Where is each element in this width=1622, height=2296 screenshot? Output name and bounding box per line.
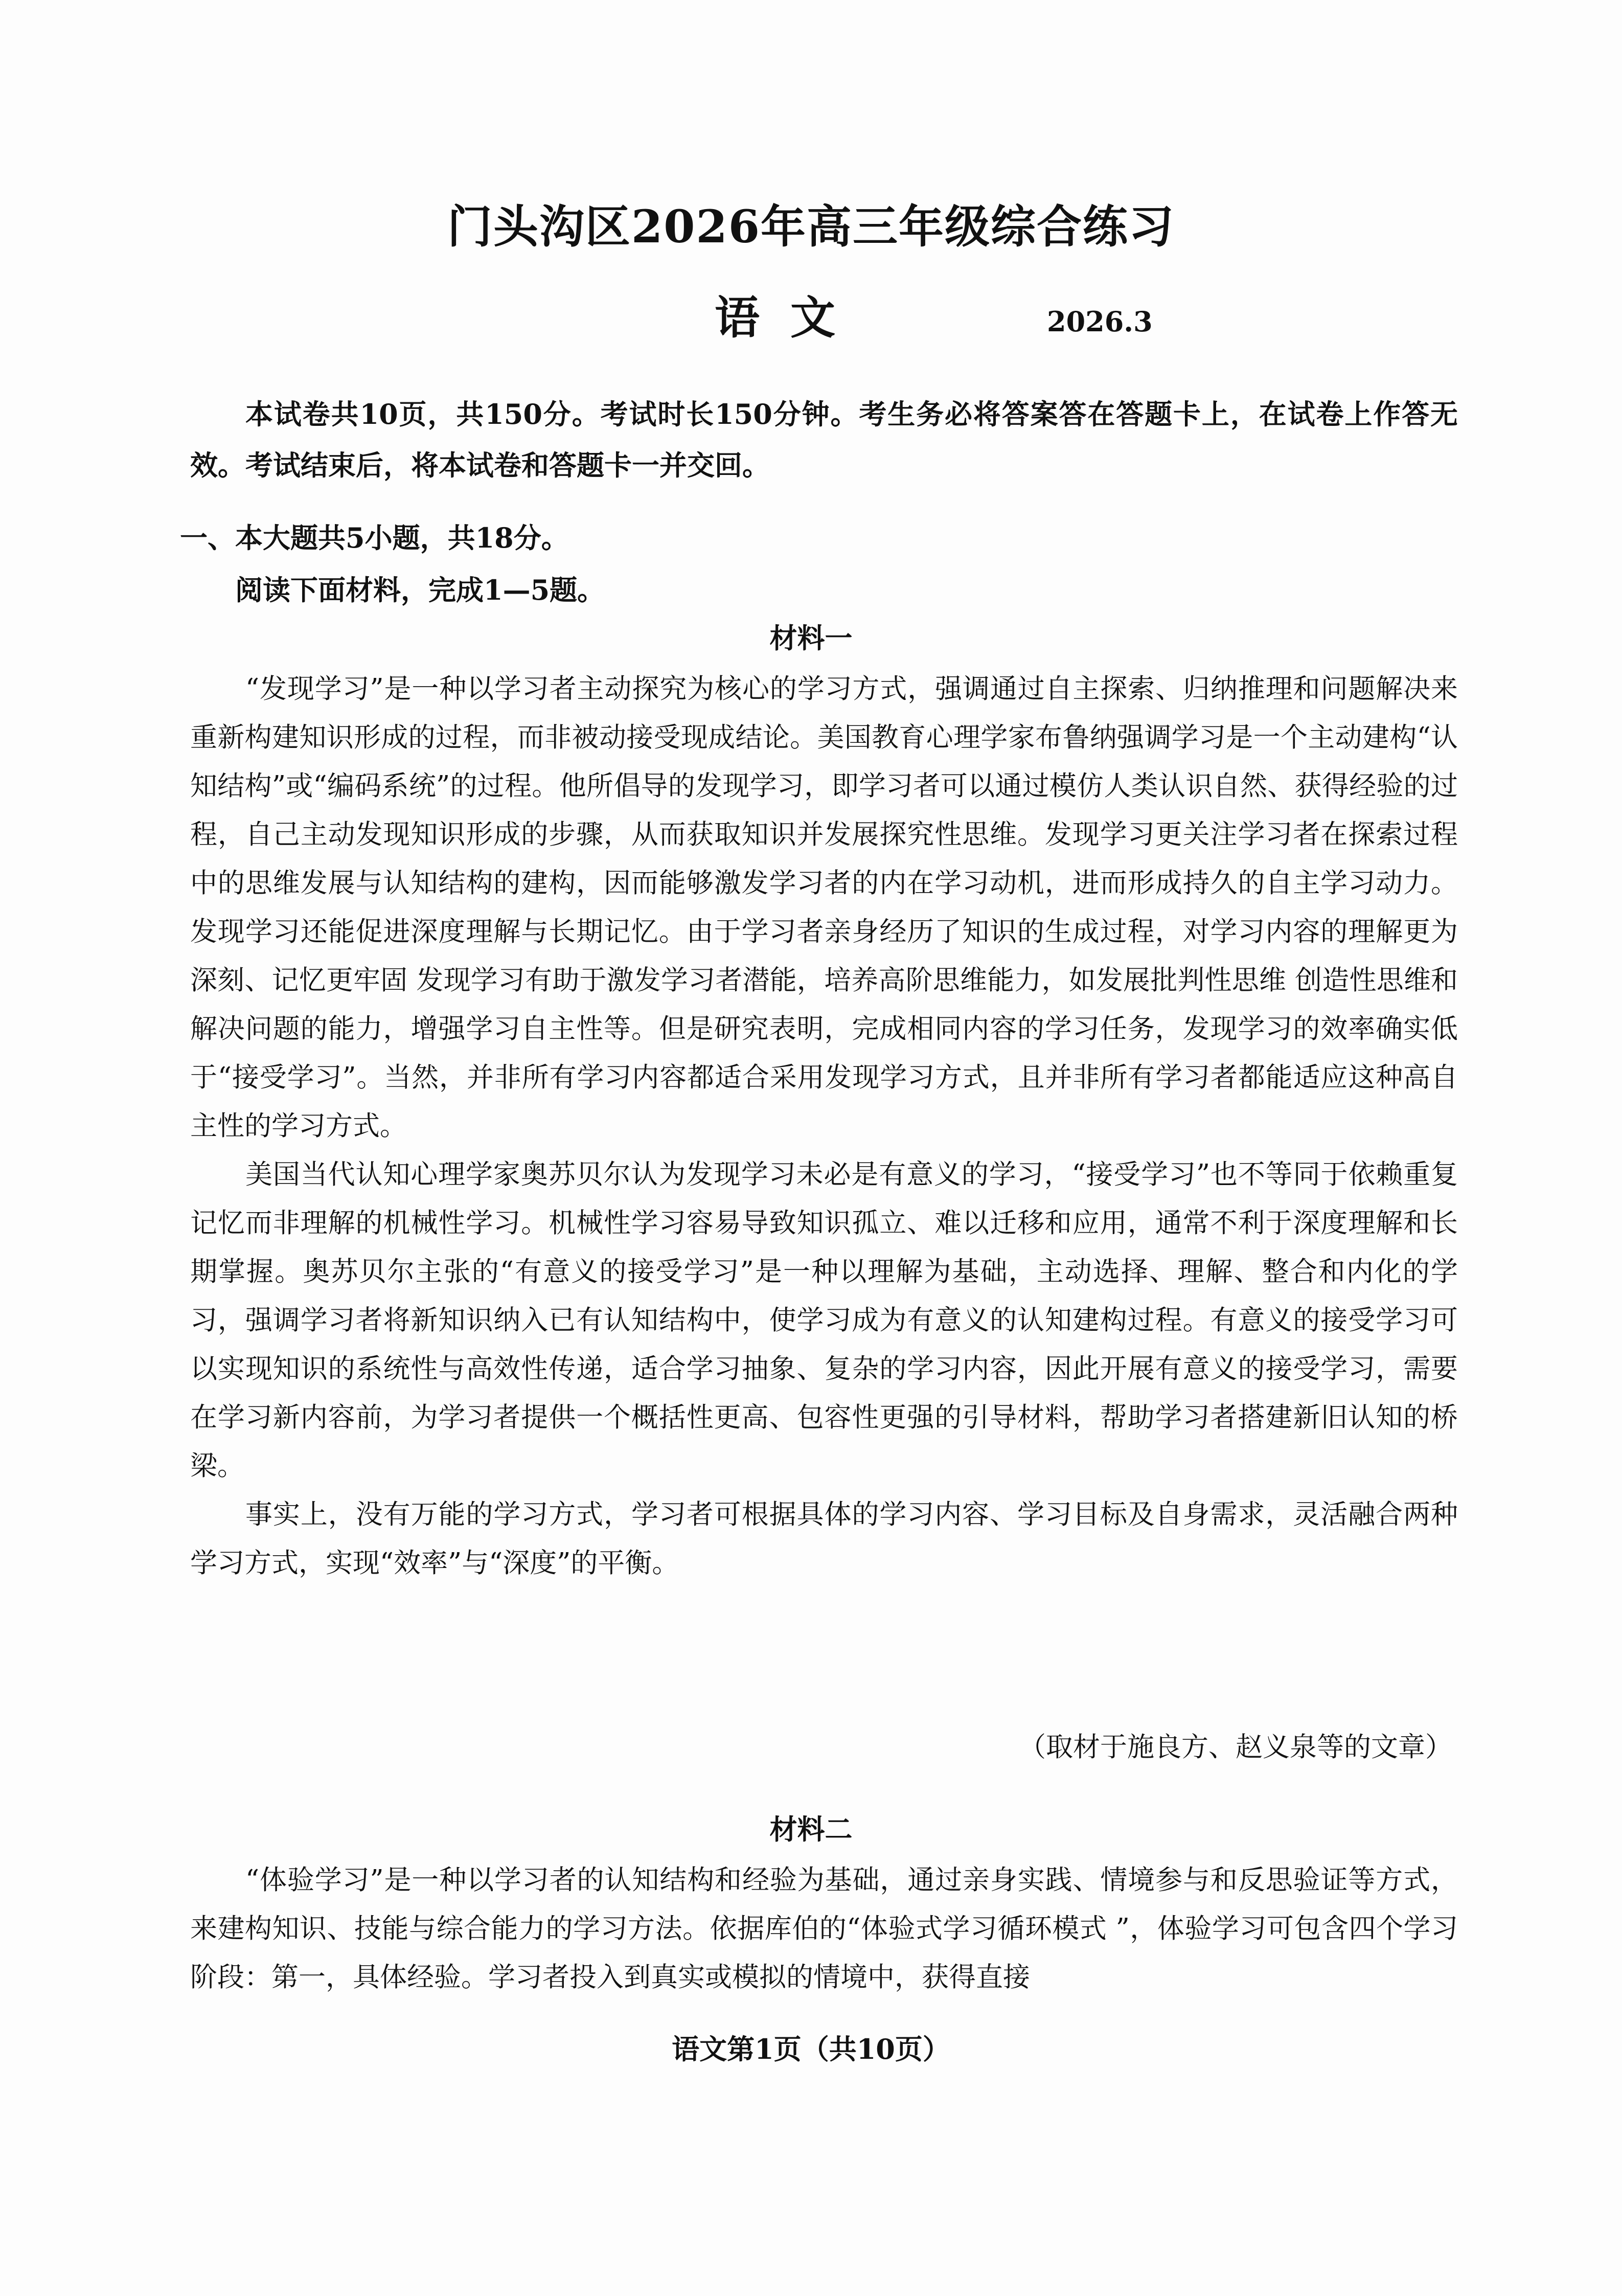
exam-title: 门头沟区2026年高三年级综合练习: [447, 200, 1175, 253]
exam-date: 2026.3: [1047, 305, 1153, 338]
subject-title: 语文: [715, 291, 866, 344]
material2-heading: 材料二: [769, 1813, 853, 1846]
exam-notice: 本试卷共10页，共150分。考试时长150分钟。考生务必将答案答在答题卡上，在试卷上作答无效。考试结束后，将本试卷和答题卡一并交回。: [190, 398, 1458, 482]
material1-paragraph-2: 美国当代认知心理学家奥苏贝尔认为发现学习未必是有意义的学习，“接受学习”也不等同于依赖重复记忆而非理解的机械性学习。机械性学习容易导致知识孤立、难以迁移和应用，通常不利于深度理解和长期掌握。奥苏贝尔主张的“有意义的接受学习”是一种以理解为基础，主动选择、理解、整合和内化的学习，强调学习者将新知识纳入已有认知结构中，使学习成为有意义的认知建构过程。有意义的接受学习可以实现知识的系统性与高效性传递，适合学习抽象、复杂的学习内容，因此开展有意义的接受学习，需要在学习新内容前，为学习者提供一个概括性更高、包容性更强的引导材料，帮助学习者搭建新旧认知的桥梁。: [190, 1159, 1458, 1482]
material1-paragraph-1: “发现学习”是一种以学习者主动探究为核心的学习方式，强调通过自主探索、归纳推理和问题解决来重新构建知识形成的过程，而非被动接受现成结论。美国教育心理学家布鲁纳强调学习是一个主动建构“认知结构”或“编码系统”的过程。他所倡导的发现学习，即学习者可以通过模仿人类认识自然、获得经验的过程，自己主动发现知识形成的步骤，从而获取知识并发展探究性思维。发现学习更关注学习者在探索过程中的思维发展与认知结构的建构，因而能够激发学习者的内在学习动机，进而形成持久的自主学习动力。发现学习还能促进深度理解与长期记忆。由于学习者亲身经历了知识的生成过程，对学习内容的理解更为深刻、记忆更牢固 发现学习有助于激发学习者潜能，培养高阶思维能力，如发展批判性思维 创造性思维和解决问题的能力，增强学习自主性等。但是研究表明，完成相同内容的学习任务，发现学习的效率确实低于“接受学习”。当然，并非所有学习内容都适合采用发现学习方式，且并非所有学习者都能适应这种高自主性的学习方式。: [190, 673, 1458, 1142]
section-title: 一、本大题共5小题，共18分。: [180, 521, 569, 554]
material1-heading: 材料一: [769, 622, 853, 654]
material1-source: （取材于施良方、赵义泉等的文章）: [1019, 1732, 1452, 1763]
material1-paragraph-3: 事实上，没有万能的学习方式，学习者可根据具体的学习内容、学习目标及自身需求，灵活融合两种学习方式，实现“效率”与“深度”的平衡。: [190, 1499, 1458, 1579]
section-instruction: 阅读下面材料，完成1—5题。: [235, 574, 605, 606]
material2-paragraph-1: “体验学习”是一种以学习者的认知结构和经验为基础，通过亲身实践、情境参与和反思验证等方式，来建构知识、技能与综合能力的学习方法。依据库伯的“体验式学习循环模式 ”，体验学习可包含四个学习阶段：第一，具体经验。学习者投入到真实或模拟的情境中，获得直接: [190, 1865, 1458, 1993]
material2-body: [190, 1856, 1458, 2002]
material1-body: [190, 665, 1458, 1587]
page-footer: 语文第1页（共10页）: [672, 2033, 950, 2065]
